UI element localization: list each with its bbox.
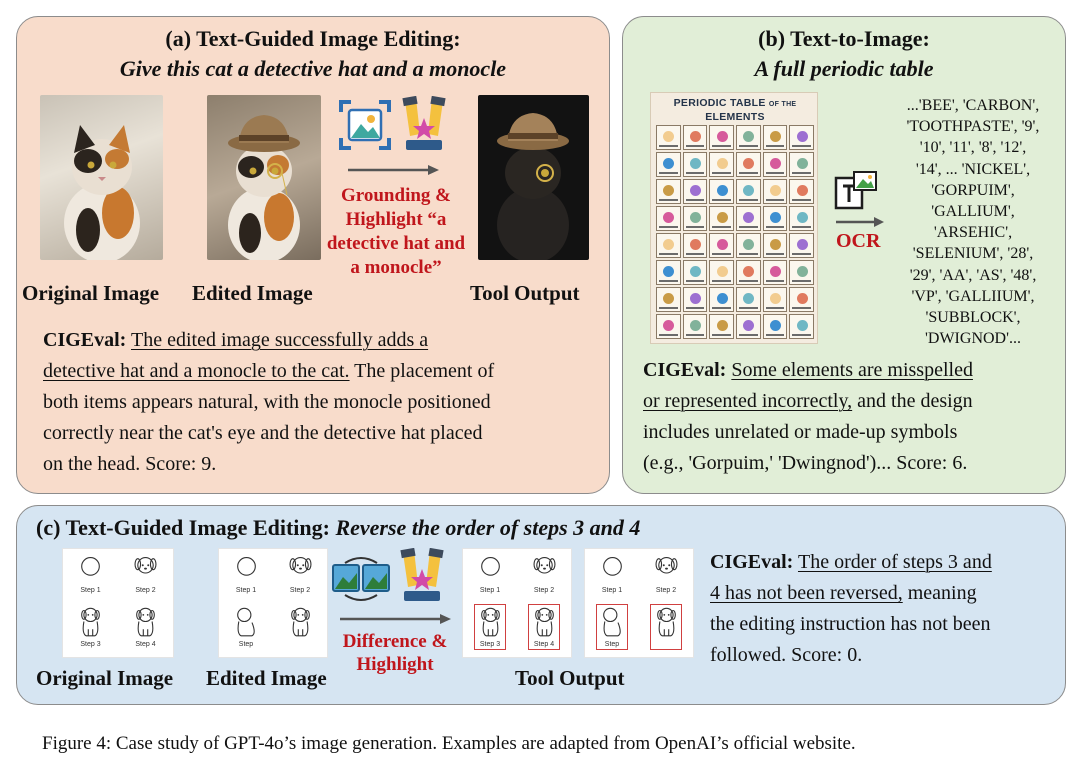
cigeval-text: correctly near the cat's eye and the detective hat placed — [43, 422, 483, 444]
element-name-mark — [712, 172, 731, 174]
dog-drawing — [74, 605, 107, 638]
edited-steps-sheet — [218, 548, 328, 658]
generated-periodic-table-image — [650, 92, 818, 344]
cigeval-text: meaning — [902, 582, 977, 604]
element-tile — [789, 314, 814, 339]
cat-photo — [207, 95, 321, 260]
dog-drawing — [230, 605, 263, 638]
label-tool-output: Tool Output — [470, 281, 580, 305]
element-name-mark — [712, 226, 731, 228]
element-tile — [763, 125, 788, 150]
label-edited-image: Edited Image — [192, 281, 313, 305]
element-icon — [690, 293, 701, 304]
element-icon — [690, 185, 701, 196]
cigeval-verdict: detective hat and a monocle to the cat. — [43, 360, 350, 382]
step-label: Step 2 — [533, 587, 555, 594]
ocr-line: 'DWIGNOD'... — [925, 330, 1021, 348]
element-tile — [789, 152, 814, 177]
step-drawing — [74, 605, 107, 643]
element-name-mark — [686, 334, 705, 336]
cigeval-text: The placement of — [349, 360, 495, 382]
element-tile — [736, 314, 761, 339]
element-tile — [683, 233, 708, 258]
element-icon — [690, 131, 701, 142]
element-icon — [717, 212, 728, 223]
element-name-mark — [659, 253, 678, 255]
element-name-mark — [659, 145, 678, 147]
ocr-line: '29', 'AA', 'AS', '48', — [909, 266, 1037, 284]
element-name-mark — [766, 280, 785, 282]
step-drawing — [129, 605, 162, 643]
highlight-box — [474, 604, 506, 650]
ocr-line: 'TOOTHPASTE', '9', — [906, 118, 1040, 136]
highlight-box — [650, 604, 682, 650]
ocr-line: 'ARSEHIC', — [933, 224, 1013, 242]
step-label: Step 2 — [289, 587, 311, 594]
periodic-title-text: PERIODIC TABLE — [673, 97, 766, 109]
element-icon — [663, 131, 674, 142]
element-name-mark — [792, 199, 811, 201]
grounding-highlight-note — [318, 184, 474, 280]
image-difference-icon — [331, 555, 391, 603]
cigeval-text: includes unrelated or made-up symbols — [643, 421, 958, 443]
element-icon — [770, 131, 781, 142]
element-name-mark — [792, 280, 811, 282]
cigeval-verdict: 4 has not been reversed, — [710, 582, 903, 604]
step-drawing — [129, 551, 162, 589]
spotlight-highlight-icon — [400, 548, 444, 602]
element-icon — [797, 293, 808, 304]
element-name-mark — [792, 145, 811, 147]
element-icon — [770, 239, 781, 250]
dog-drawing — [284, 605, 317, 638]
periodic-grid — [656, 125, 814, 339]
element-name-mark — [766, 307, 785, 309]
element-icon — [690, 212, 701, 223]
note-line: Grounding & — [341, 185, 451, 206]
ocr-document-icon — [834, 170, 878, 214]
element-icon — [717, 158, 728, 169]
element-tile — [763, 287, 788, 312]
cigeval-label: CIGEval: — [710, 551, 794, 573]
original-steps-sheet — [62, 548, 174, 658]
element-name-mark — [739, 172, 758, 174]
panel-a-title: (a) Text-Guided Image Editing: — [165, 26, 461, 51]
step-drawing — [650, 551, 683, 589]
ocr-line: 'SELENIUM', '28', — [912, 245, 1034, 263]
element-name-mark — [792, 172, 811, 174]
ocr-output-text — [888, 95, 1058, 349]
step-drawing — [284, 551, 317, 589]
panel-c-title-italic: Reverse the order of steps 3 and 4 — [329, 515, 641, 540]
element-tile — [736, 233, 761, 258]
element-icon — [770, 158, 781, 169]
panel-b-subtitle: A full periodic table — [754, 56, 934, 81]
element-tile — [709, 314, 734, 339]
step-label: Step 1 — [601, 587, 623, 594]
element-tile — [789, 179, 814, 204]
element-tile — [763, 260, 788, 285]
dog-drawing — [129, 605, 162, 638]
element-icon — [797, 158, 808, 169]
panel-c-title — [36, 513, 640, 543]
element-icon — [743, 266, 754, 277]
element-tile — [656, 233, 681, 258]
cigeval-text: and the design — [852, 390, 973, 412]
element-tile — [656, 260, 681, 285]
element-tile — [709, 206, 734, 231]
element-tile — [683, 125, 708, 150]
note-line: Highlight “a — [345, 209, 447, 230]
panel-c-cigeval — [710, 547, 1060, 671]
element-tile — [789, 206, 814, 231]
dog-drawing — [650, 551, 683, 584]
element-name-mark — [659, 307, 678, 309]
spotlight-highlight-icon — [402, 96, 446, 152]
step-label: Step 1 — [235, 587, 257, 594]
cigeval-label: CIGEval: — [43, 329, 127, 351]
element-icon — [770, 320, 781, 331]
element-icon — [743, 131, 754, 142]
element-tile — [789, 287, 814, 312]
element-tile — [709, 233, 734, 258]
panel-b-title: (b) Text-to-Image: — [758, 26, 930, 51]
arrow-right-icon — [348, 163, 440, 175]
tool-output-sheet-1 — [462, 548, 572, 658]
tool-output-sheet-2 — [584, 548, 694, 658]
element-tile — [763, 233, 788, 258]
step-drawing — [230, 605, 263, 643]
element-icon — [743, 185, 754, 196]
step-label: Step 4 — [533, 641, 555, 648]
element-name-mark — [739, 253, 758, 255]
element-name-mark — [766, 253, 785, 255]
element-tile — [736, 179, 761, 204]
ocr-line: 'GORPUIM', — [931, 181, 1015, 199]
cigeval-verdict: The edited image successfully adds a — [130, 329, 429, 351]
ocr-line: 'SUBBLOCK', — [925, 309, 1021, 327]
element-icon — [743, 239, 754, 250]
circle-sketch — [474, 551, 507, 584]
figure-caption: Figure 4: Case study of GPT-4o’s image generation. Examples are adapted from OpenAI’s official website. — [42, 733, 856, 754]
element-tile — [709, 260, 734, 285]
periodic-title-text: ELEMENTS — [705, 111, 765, 123]
element-name-mark — [686, 226, 705, 228]
element-name-mark — [659, 226, 678, 228]
element-name-mark — [686, 307, 705, 309]
element-name-mark — [739, 199, 758, 201]
ocr-line: 'GALLIUM', — [931, 203, 1015, 221]
dog-drawing — [284, 551, 317, 584]
element-name-mark — [712, 145, 731, 147]
step-drawing — [74, 551, 107, 589]
circle-sketch — [596, 551, 629, 584]
element-icon — [797, 266, 808, 277]
element-icon — [690, 266, 701, 277]
label-original-image: Original Image — [36, 666, 174, 690]
element-icon — [663, 293, 674, 304]
element-icon — [663, 320, 674, 331]
element-tile — [736, 125, 761, 150]
step-drawing — [474, 551, 507, 589]
element-name-mark — [712, 253, 731, 255]
element-tile — [683, 152, 708, 177]
cigeval-verdict: Some elements are misspelled — [731, 359, 973, 381]
element-name-mark — [739, 226, 758, 228]
element-tile — [656, 206, 681, 231]
highlight-box — [596, 604, 628, 650]
element-tile — [683, 287, 708, 312]
ocr-line: ...'BEE', 'CARBON', — [906, 97, 1040, 114]
element-icon — [663, 158, 674, 169]
element-icon — [663, 212, 674, 223]
element-name-mark — [686, 199, 705, 201]
note-line: a monocle” — [350, 257, 442, 278]
ocr-line: 'VP', 'GALLIIUM', — [911, 287, 1035, 305]
element-name-mark — [712, 307, 731, 309]
element-icon — [797, 131, 808, 142]
element-name-mark — [766, 199, 785, 201]
element-tile — [709, 179, 734, 204]
element-icon — [717, 293, 728, 304]
step-label: Step 3 — [479, 641, 501, 648]
dog-drawing — [528, 551, 561, 584]
element-tile — [709, 125, 734, 150]
periodic-table-heading — [651, 97, 819, 123]
element-name-mark — [792, 334, 811, 336]
element-tile — [656, 287, 681, 312]
element-icon — [717, 266, 728, 277]
element-name-mark — [712, 280, 731, 282]
element-name-mark — [659, 334, 678, 336]
image-grounding-icon — [337, 98, 393, 152]
element-tile — [683, 179, 708, 204]
step-label: Step 1 — [80, 587, 101, 594]
element-tile — [709, 287, 734, 312]
element-name-mark — [766, 145, 785, 147]
note-line: Highlight — [356, 654, 434, 675]
cigeval-text: both items appears natural, with the monocle positioned — [43, 391, 491, 413]
cigeval-label: CIGEval: — [643, 359, 727, 381]
label-original-image: Original Image — [22, 281, 160, 305]
panel-a-cigeval — [43, 325, 603, 480]
difference-highlight-note — [330, 630, 460, 676]
element-icon — [717, 320, 728, 331]
note-line: detective hat and — [326, 233, 466, 254]
step-label: Step — [238, 641, 254, 648]
element-name-mark — [766, 172, 785, 174]
element-name-mark — [792, 226, 811, 228]
element-name-mark — [686, 253, 705, 255]
element-icon — [663, 239, 674, 250]
element-name-mark — [739, 145, 758, 147]
note-line: Difference & — [342, 631, 448, 652]
tool-output-photo — [478, 95, 589, 260]
element-name-mark — [739, 334, 758, 336]
step-label: Step — [604, 641, 620, 648]
cat-photo — [40, 95, 163, 260]
element-icon — [663, 266, 674, 277]
arrow-right-icon — [836, 214, 884, 224]
element-tile — [763, 152, 788, 177]
element-tile — [683, 206, 708, 231]
step-drawing — [528, 551, 561, 589]
element-name-mark — [659, 280, 678, 282]
element-tile — [789, 125, 814, 150]
step-label: Step 3 — [80, 641, 101, 648]
element-icon — [797, 320, 808, 331]
element-icon — [743, 158, 754, 169]
panel-a-subtitle: Give this cat a detective hat and a monocle — [119, 56, 507, 81]
element-name-mark — [712, 334, 731, 336]
circle-sketch — [230, 551, 263, 584]
element-tile — [736, 287, 761, 312]
element-icon — [717, 131, 728, 142]
element-tile — [736, 206, 761, 231]
label-tool-output: Tool Output — [515, 666, 625, 690]
element-icon — [797, 185, 808, 196]
element-tile — [736, 152, 761, 177]
ocr-line: '10', '11', '8', '12', — [919, 139, 1027, 157]
element-name-mark — [792, 253, 811, 255]
element-name-mark — [686, 280, 705, 282]
element-name-mark — [659, 172, 678, 174]
panel-b-cigeval — [643, 355, 1063, 479]
ocr-label: OCR — [836, 230, 881, 252]
element-tile — [789, 233, 814, 258]
element-icon — [770, 293, 781, 304]
cigeval-text: followed. Score: 0. — [710, 644, 863, 666]
step-drawing — [596, 551, 629, 589]
element-tile — [656, 179, 681, 204]
step-label: Step 2 — [135, 587, 156, 594]
element-name-mark — [659, 199, 678, 201]
step-label: Step 4 — [135, 641, 156, 648]
arrow-right-icon — [340, 611, 452, 621]
label-edited-image: Edited Image — [206, 666, 327, 690]
element-icon — [690, 320, 701, 331]
element-icon — [770, 185, 781, 196]
highlight-box — [528, 604, 560, 650]
element-name-mark — [686, 145, 705, 147]
cigeval-text: on the head. Score: 9. — [43, 453, 217, 475]
cat-photo — [478, 95, 589, 260]
element-tile — [763, 206, 788, 231]
element-tile — [763, 314, 788, 339]
element-icon — [797, 239, 808, 250]
element-icon — [770, 212, 781, 223]
cigeval-verdict: or represented incorrectly, — [643, 390, 853, 412]
edited-cat-photo — [207, 95, 321, 260]
element-icon — [690, 158, 701, 169]
element-name-mark — [712, 199, 731, 201]
element-name-mark — [766, 334, 785, 336]
element-icon — [717, 239, 728, 250]
cigeval-text: (e.g., 'Gorpuim,' 'Dwingnod')... Score: 6. — [643, 452, 968, 474]
element-tile — [789, 260, 814, 285]
step-drawing — [284, 605, 317, 643]
step-label: Step 1 — [479, 587, 501, 594]
element-icon — [663, 185, 674, 196]
element-tile — [683, 314, 708, 339]
element-icon — [690, 239, 701, 250]
step-label: Step 2 — [655, 587, 677, 594]
element-icon — [797, 212, 808, 223]
element-name-mark — [792, 307, 811, 309]
dog-drawing — [129, 551, 162, 584]
element-name-mark — [739, 307, 758, 309]
step-drawing — [230, 551, 263, 589]
element-icon — [743, 212, 754, 223]
element-tile — [736, 260, 761, 285]
element-name-mark — [766, 226, 785, 228]
element-tile — [656, 314, 681, 339]
circle-sketch — [74, 551, 107, 584]
panel-c-title-bold: (c) Text-Guided Image Editing: — [36, 515, 330, 540]
element-icon — [717, 185, 728, 196]
element-tile — [763, 179, 788, 204]
element-tile — [656, 152, 681, 177]
ocr-line: '14', ... 'NICKEL', — [915, 160, 1031, 178]
element-tile — [683, 260, 708, 285]
element-name-mark — [686, 172, 705, 174]
element-icon — [743, 320, 754, 331]
element-icon — [743, 293, 754, 304]
element-icon — [770, 266, 781, 277]
cigeval-verdict: The order of steps 3 and — [797, 551, 992, 573]
element-tile — [656, 125, 681, 150]
element-tile — [709, 152, 734, 177]
original-cat-photo — [40, 95, 163, 260]
cigeval-text: the editing instruction has not been — [710, 613, 991, 635]
element-name-mark — [739, 280, 758, 282]
periodic-title-text: OF THE — [768, 101, 797, 108]
